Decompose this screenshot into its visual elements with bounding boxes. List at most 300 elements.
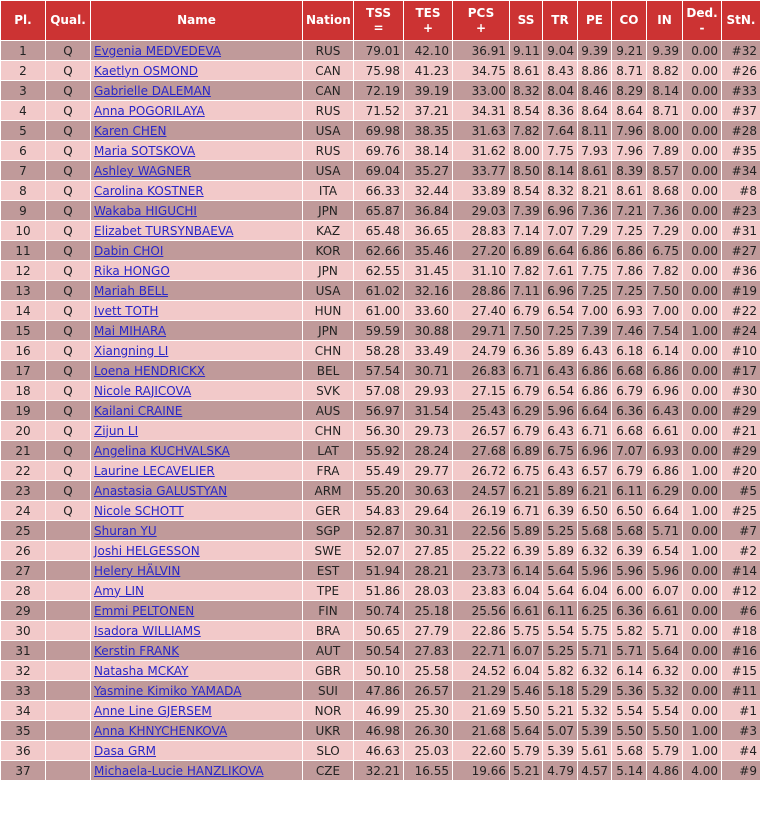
table-row [1, 41, 760, 61]
header-row [1, 1, 760, 41]
cell-in: 5.79 [647, 741, 683, 761]
skater-name-link[interactable]: Gabrielle DALEMAN [94, 83, 211, 98]
cell-nation: RUS [303, 101, 354, 121]
cell-q: Q [46, 301, 91, 321]
cell-co: 5.54 [612, 701, 647, 721]
cell-nation: RUS [303, 141, 354, 161]
skater-name-link[interactable]: Dasa GRM [94, 743, 157, 758]
skater-name-link[interactable]: Yasmine Kimiko YAMADA [94, 683, 242, 698]
cell-stn: #1 [722, 701, 760, 721]
cell-tes: 26.57 [404, 681, 453, 701]
column-header-label: Qual. [50, 13, 86, 27]
skater-name-link[interactable]: Dabin CHOI [94, 243, 164, 258]
cell-name [91, 401, 303, 421]
skater-name-link[interactable]: Anna KHNYCHENKOVA [94, 723, 228, 738]
skater-name-link[interactable]: Zijun LI [94, 423, 139, 438]
cell-ss: 8.32 [510, 81, 543, 101]
cell-tr: 6.39 [543, 501, 578, 521]
cell-pl: 31 [1, 641, 46, 661]
cell-pl: 13 [1, 281, 46, 301]
cell-ded: 0.00 [683, 481, 722, 501]
cell-pcs: 24.79 [453, 341, 510, 361]
cell-tes: 28.24 [404, 441, 453, 461]
cell-tes: 29.64 [404, 501, 453, 521]
cell-in: 8.68 [647, 181, 683, 201]
cell-nation: USA [303, 121, 354, 141]
cell-ss: 5.50 [510, 701, 543, 721]
cell-q: Q [46, 461, 91, 481]
cell-name [91, 301, 303, 321]
table-row [1, 641, 760, 661]
cell-pl: 15 [1, 321, 46, 341]
cell-pl: 1 [1, 41, 46, 61]
cell-q [46, 721, 91, 741]
cell-ded: 1.00 [683, 321, 722, 341]
cell-pe: 6.43 [578, 341, 612, 361]
table-row [1, 181, 760, 201]
cell-name [91, 621, 303, 641]
cell-ss: 6.79 [510, 381, 543, 401]
cell-q: Q [46, 381, 91, 401]
skater-name-link[interactable]: Joshi HELGESSON [94, 543, 200, 558]
cell-ded: 0.00 [683, 201, 722, 221]
cell-ss: 9.11 [510, 41, 543, 61]
cell-tes: 30.88 [404, 321, 453, 341]
cell-name [91, 121, 303, 141]
cell-name [91, 521, 303, 541]
cell-tss: 58.28 [354, 341, 404, 361]
cell-in: 4.86 [647, 761, 683, 781]
column-header-stn [722, 1, 760, 41]
cell-in: 6.14 [647, 341, 683, 361]
cell-q: Q [46, 261, 91, 281]
cell-pl: 35 [1, 721, 46, 741]
cell-in: 5.71 [647, 621, 683, 641]
cell-tr: 6.11 [543, 601, 578, 621]
cell-stn: #24 [722, 321, 760, 341]
cell-stn: #5 [722, 481, 760, 501]
cell-pcs: 33.77 [453, 161, 510, 181]
skater-name-link[interactable]: Elizabet TURSYNBAEVA [94, 223, 234, 238]
cell-tes: 27.83 [404, 641, 453, 661]
cell-co: 6.36 [612, 401, 647, 421]
cell-pe: 7.93 [578, 141, 612, 161]
cell-tr: 8.14 [543, 161, 578, 181]
skater-name-link[interactable]: Emmi PELTONEN [94, 603, 195, 618]
skater-name-link[interactable]: Michaela-Lucie HANZLIKOVA [94, 763, 264, 778]
cell-name [91, 321, 303, 341]
cell-pl: 3 [1, 81, 46, 101]
cell-pl: 19 [1, 401, 46, 421]
cell-in: 6.29 [647, 481, 683, 501]
cell-pl: 34 [1, 701, 46, 721]
cell-ded: 0.00 [683, 141, 722, 161]
skater-name-link[interactable]: Xiangning LI [94, 343, 169, 358]
cell-co: 5.50 [612, 721, 647, 741]
cell-tes: 42.10 [404, 41, 453, 61]
skater-name-link[interactable]: Kailani CRAINE [94, 403, 183, 418]
skater-name-link[interactable]: Helery HÄLVIN [94, 563, 181, 578]
cell-tes: 27.85 [404, 541, 453, 561]
cell-name [91, 241, 303, 261]
cell-pl: 5 [1, 121, 46, 141]
cell-pcs: 26.57 [453, 421, 510, 441]
skater-name-link[interactable]: Carolina KOSTNER [94, 183, 204, 198]
cell-in: 7.50 [647, 281, 683, 301]
cell-in: 5.96 [647, 561, 683, 581]
cell-ded: 0.00 [683, 281, 722, 301]
cell-pcs: 27.20 [453, 241, 510, 261]
cell-tr: 6.64 [543, 241, 578, 261]
cell-stn: #2 [722, 541, 760, 561]
cell-tes: 31.54 [404, 401, 453, 421]
cell-in: 8.71 [647, 101, 683, 121]
column-header-nation [303, 1, 354, 41]
cell-pl: 16 [1, 341, 46, 361]
cell-tr: 5.18 [543, 681, 578, 701]
cell-tes: 36.65 [404, 221, 453, 241]
skater-name-link[interactable]: Ashley WAGNER [94, 163, 192, 178]
cell-pcs: 28.83 [453, 221, 510, 241]
cell-pcs: 31.62 [453, 141, 510, 161]
cell-tss: 46.98 [354, 721, 404, 741]
cell-stn: #18 [722, 621, 760, 641]
cell-name [91, 721, 303, 741]
column-header-label: IN [657, 13, 672, 27]
cell-nation: FRA [303, 461, 354, 481]
cell-co: 7.86 [612, 261, 647, 281]
cell-ded: 0.00 [683, 121, 722, 141]
cell-pl: 12 [1, 261, 46, 281]
cell-tes: 32.44 [404, 181, 453, 201]
cell-ded: 0.00 [683, 401, 722, 421]
column-header-ded [683, 1, 722, 41]
cell-tss: 57.08 [354, 381, 404, 401]
cell-ss: 6.04 [510, 581, 543, 601]
cell-tss: 50.54 [354, 641, 404, 661]
column-header-tss [354, 1, 404, 41]
cell-tr: 5.54 [543, 621, 578, 641]
cell-nation: USA [303, 281, 354, 301]
cell-tr: 5.89 [543, 341, 578, 361]
cell-tss: 32.21 [354, 761, 404, 781]
cell-pcs: 23.73 [453, 561, 510, 581]
cell-co: 8.39 [612, 161, 647, 181]
cell-tr: 7.64 [543, 121, 578, 141]
cell-ded: 0.00 [683, 101, 722, 121]
cell-stn: #7 [722, 521, 760, 541]
cell-pe: 6.71 [578, 421, 612, 441]
table-row [1, 341, 760, 361]
table-row [1, 601, 760, 621]
cell-nation: HUN [303, 301, 354, 321]
cell-q [46, 741, 91, 761]
cell-co: 6.79 [612, 381, 647, 401]
cell-co: 6.11 [612, 481, 647, 501]
skater-name-link[interactable]: Karen CHEN [94, 123, 167, 138]
column-header-pl [1, 1, 46, 41]
cell-name [91, 41, 303, 61]
cell-pcs: 26.19 [453, 501, 510, 521]
cell-ded: 0.00 [683, 181, 722, 201]
cell-pe: 5.29 [578, 681, 612, 701]
cell-tes: 16.55 [404, 761, 453, 781]
skater-name-link[interactable]: Amy LIN [94, 583, 145, 598]
cell-pe: 6.86 [578, 241, 612, 261]
cell-co: 6.79 [612, 461, 647, 481]
cell-tr: 6.43 [543, 421, 578, 441]
cell-in: 6.75 [647, 241, 683, 261]
cell-tss: 46.63 [354, 741, 404, 761]
cell-co: 6.18 [612, 341, 647, 361]
cell-tes: 30.71 [404, 361, 453, 381]
skater-name-link[interactable]: Nicole SCHOTT [94, 503, 184, 518]
cell-pe: 9.39 [578, 41, 612, 61]
cell-pe: 6.25 [578, 601, 612, 621]
cell-in: 5.50 [647, 721, 683, 741]
skater-name-link[interactable]: Natasha MCKAY [94, 663, 189, 678]
skater-name-link[interactable]: Isadora WILLIAMS [94, 623, 201, 638]
table-header [1, 1, 760, 41]
table-row [1, 461, 760, 481]
cell-pcs: 21.69 [453, 701, 510, 721]
cell-pe: 6.57 [578, 461, 612, 481]
cell-tr: 6.96 [543, 201, 578, 221]
cell-q [46, 681, 91, 701]
cell-pcs: 26.83 [453, 361, 510, 381]
skater-name-link[interactable]: Mai MIHARA [94, 323, 167, 338]
cell-in: 7.29 [647, 221, 683, 241]
cell-stn: #6 [722, 601, 760, 621]
cell-tr: 8.04 [543, 81, 578, 101]
cell-tes: 32.16 [404, 281, 453, 301]
cell-co: 5.68 [612, 741, 647, 761]
cell-ded: 1.00 [683, 721, 722, 741]
cell-co: 5.96 [612, 561, 647, 581]
skater-name-link[interactable]: Kerstin FRANK [94, 643, 180, 658]
cell-name [91, 341, 303, 361]
cell-pe: 5.68 [578, 521, 612, 541]
skater-name-link[interactable]: Loena HENDRICKX [94, 363, 206, 378]
cell-tss: 47.86 [354, 681, 404, 701]
cell-pe: 7.25 [578, 281, 612, 301]
cell-tes: 36.84 [404, 201, 453, 221]
skater-name-link[interactable]: Laurine LECAVELIER [94, 463, 215, 478]
cell-pe: 6.86 [578, 381, 612, 401]
cell-pe: 5.61 [578, 741, 612, 761]
cell-q: Q [46, 481, 91, 501]
skater-name-link[interactable]: Anne Line GJERSEM [94, 703, 212, 718]
skater-name-link[interactable]: Nicole RAJICOVA [94, 383, 192, 398]
cell-tss: 52.87 [354, 521, 404, 541]
skater-name-link[interactable]: Ivett TOTH [94, 303, 159, 318]
cell-ss: 6.07 [510, 641, 543, 661]
cell-pcs: 25.43 [453, 401, 510, 421]
cell-stn: #19 [722, 281, 760, 301]
cell-in: 8.57 [647, 161, 683, 181]
column-header-pe [578, 1, 612, 41]
cell-name [91, 601, 303, 621]
cell-ss: 8.54 [510, 181, 543, 201]
cell-tes: 33.60 [404, 301, 453, 321]
cell-tss: 61.00 [354, 301, 404, 321]
cell-stn: #33 [722, 81, 760, 101]
cell-nation: ITA [303, 181, 354, 201]
cell-ss: 6.89 [510, 441, 543, 461]
cell-pcs: 31.63 [453, 121, 510, 141]
skater-name-link[interactable]: Rika HONGO [94, 263, 170, 278]
table-row [1, 661, 760, 681]
cell-q: Q [46, 321, 91, 341]
cell-in: 7.54 [647, 321, 683, 341]
cell-stn: #3 [722, 721, 760, 741]
cell-ded: 0.00 [683, 381, 722, 401]
cell-ded: 0.00 [683, 301, 722, 321]
cell-nation: GER [303, 501, 354, 521]
skater-name-link[interactable]: Kaetlyn OSMOND [94, 63, 199, 78]
cell-pe: 6.21 [578, 481, 612, 501]
cell-pe: 8.46 [578, 81, 612, 101]
cell-tr: 5.89 [543, 481, 578, 501]
cell-tr: 5.21 [543, 701, 578, 721]
cell-tss: 50.10 [354, 661, 404, 681]
cell-name [91, 221, 303, 241]
cell-tss: 52.07 [354, 541, 404, 561]
cell-tss: 61.02 [354, 281, 404, 301]
column-header-operator: + [475, 20, 487, 35]
cell-pl: 8 [1, 181, 46, 201]
table-row [1, 261, 760, 281]
cell-nation: JPN [303, 321, 354, 341]
skater-name-link[interactable]: Evgenia MEDVEDEVA [94, 43, 222, 58]
cell-name [91, 641, 303, 661]
skater-name-link[interactable]: Shuran YU [94, 523, 157, 538]
cell-in: 6.54 [647, 541, 683, 561]
column-header-label: Ded. [686, 5, 718, 20]
cell-ded: 1.00 [683, 541, 722, 561]
cell-co: 8.64 [612, 101, 647, 121]
cell-stn: #10 [722, 341, 760, 361]
cell-ss: 5.46 [510, 681, 543, 701]
cell-tr: 8.43 [543, 61, 578, 81]
column-header-label: CO [619, 13, 639, 27]
cell-tr: 5.82 [543, 661, 578, 681]
table-row [1, 481, 760, 501]
cell-q: Q [46, 161, 91, 181]
cell-tes: 27.79 [404, 621, 453, 641]
cell-tr: 5.64 [543, 581, 578, 601]
cell-pl: 28 [1, 581, 46, 601]
cell-ss: 8.61 [510, 61, 543, 81]
cell-in: 6.61 [647, 421, 683, 441]
cell-co: 6.68 [612, 421, 647, 441]
table-row [1, 741, 760, 761]
cell-pe: 6.04 [578, 581, 612, 601]
cell-q [46, 641, 91, 661]
cell-nation: FIN [303, 601, 354, 621]
cell-nation: ARM [303, 481, 354, 501]
column-header-label: Nation [306, 13, 351, 27]
cell-name [91, 201, 303, 221]
cell-nation: KOR [303, 241, 354, 261]
cell-nation: CAN [303, 81, 354, 101]
column-header-operator: - [699, 20, 705, 35]
cell-nation: CHN [303, 421, 354, 441]
cell-pe: 7.36 [578, 201, 612, 221]
cell-ded: 0.00 [683, 601, 722, 621]
cell-in: 7.82 [647, 261, 683, 281]
cell-tss: 55.49 [354, 461, 404, 481]
cell-co: 8.71 [612, 61, 647, 81]
table-row [1, 81, 760, 101]
cell-ss: 6.04 [510, 661, 543, 681]
cell-ss: 5.21 [510, 761, 543, 781]
skater-name-link[interactable]: Mariah BELL [94, 283, 168, 298]
cell-ded: 0.00 [683, 421, 722, 441]
cell-tss: 75.98 [354, 61, 404, 81]
cell-ss: 7.82 [510, 261, 543, 281]
cell-ded: 1.00 [683, 501, 722, 521]
skater-name-link[interactable]: Anna POGORILAYA [94, 103, 205, 118]
cell-tss: 51.86 [354, 581, 404, 601]
cell-tss: 71.52 [354, 101, 404, 121]
skater-name-link[interactable]: Maria SOTSKOVA [94, 143, 196, 158]
cell-stn: #21 [722, 421, 760, 441]
cell-pl: 37 [1, 761, 46, 781]
cell-tes: 28.03 [404, 581, 453, 601]
table-body [1, 41, 760, 781]
cell-stn: #22 [722, 301, 760, 321]
cell-co: 7.96 [612, 141, 647, 161]
cell-ss: 6.75 [510, 461, 543, 481]
cell-tr: 8.32 [543, 181, 578, 201]
cell-pcs: 22.71 [453, 641, 510, 661]
cell-name [91, 481, 303, 501]
cell-pl: 11 [1, 241, 46, 261]
cell-pe: 8.61 [578, 161, 612, 181]
cell-stn: #12 [722, 581, 760, 601]
cell-q: Q [46, 141, 91, 161]
cell-ss: 6.36 [510, 341, 543, 361]
cell-tss: 79.01 [354, 41, 404, 61]
skater-name-link[interactable]: Wakaba HIGUCHI [94, 203, 197, 218]
cell-nation: CAN [303, 61, 354, 81]
cell-nation: AUT [303, 641, 354, 661]
cell-pcs: 19.66 [453, 761, 510, 781]
cell-stn: #4 [722, 741, 760, 761]
cell-pl: 9 [1, 201, 46, 221]
cell-tes: 29.93 [404, 381, 453, 401]
cell-pl: 4 [1, 101, 46, 121]
cell-in: 6.86 [647, 461, 683, 481]
column-header-label: PE [586, 13, 603, 27]
skater-name-link[interactable]: Anastasia GALUSTYAN [94, 483, 228, 498]
cell-in: 5.54 [647, 701, 683, 721]
cell-tes: 25.30 [404, 701, 453, 721]
skater-name-link[interactable]: Angelina KUCHVALSKA [94, 443, 230, 458]
cell-nation: LAT [303, 441, 354, 461]
cell-co: 7.25 [612, 281, 647, 301]
table-row [1, 621, 760, 641]
cell-q [46, 661, 91, 681]
cell-stn: #14 [722, 561, 760, 581]
cell-pcs: 23.83 [453, 581, 510, 601]
cell-pl: 2 [1, 61, 46, 81]
cell-nation: RUS [303, 41, 354, 61]
cell-pcs: 27.68 [453, 441, 510, 461]
cell-pcs: 27.40 [453, 301, 510, 321]
cell-co: 6.68 [612, 361, 647, 381]
